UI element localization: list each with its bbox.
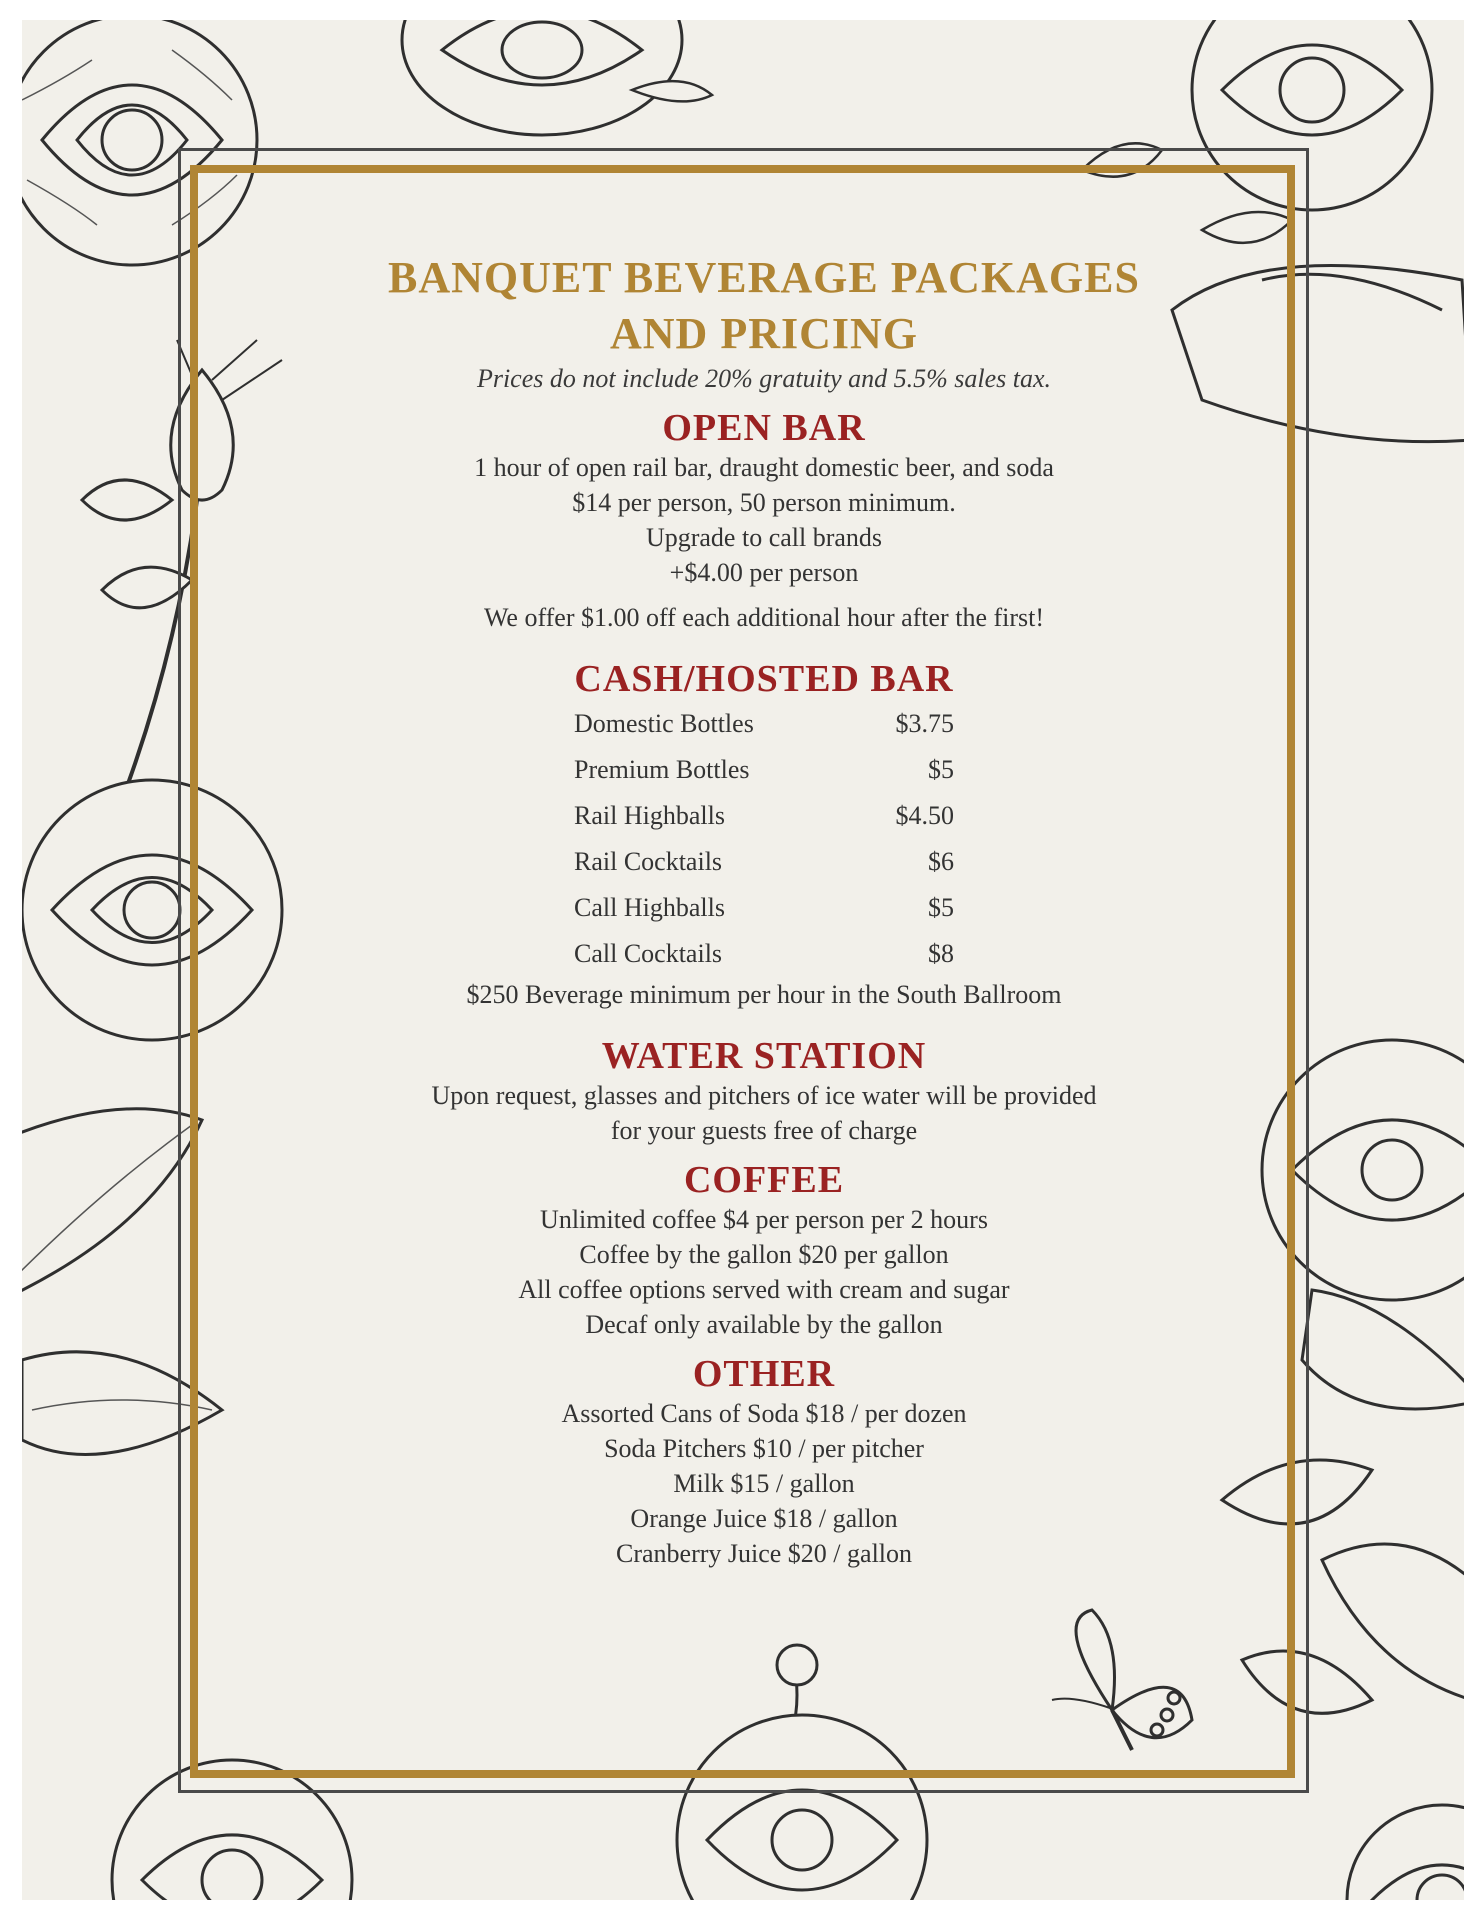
item-price: $5 xyxy=(928,893,954,922)
open-bar-line: Upgrade to call brands xyxy=(645,523,883,552)
item-name: Rail Highballs xyxy=(574,801,725,830)
item-name: Rail Cocktails xyxy=(574,847,723,876)
table-row xyxy=(574,931,954,977)
rose-illustration-bottom-right xyxy=(1342,1800,1464,1900)
coffee-line: Unlimited coffee $4 per person per 2 hours xyxy=(540,1205,988,1234)
item-price: $6 xyxy=(928,847,954,876)
item-price: $3.75 xyxy=(895,709,954,738)
pricing-disclaimer: Prices do not include 20% gratuity and 5.5% sales tax. xyxy=(476,364,1052,393)
table-row xyxy=(574,747,954,793)
water-station-line: for your guests free of charge xyxy=(610,1116,918,1145)
other-line: Assorted Cans of Soda $18 / per dozen xyxy=(561,1399,967,1428)
coffee-heading: COFFEE xyxy=(683,1159,845,1201)
beverage-minimum-note: $250 Beverage minimum per hour in the South Ballroom xyxy=(466,980,1062,1009)
other-heading: OTHER xyxy=(692,1353,836,1395)
cash-bar-heading: CASH/HOSTED BAR xyxy=(574,658,954,700)
open-bar-line: $14 per person, 50 person minimum. xyxy=(572,488,956,517)
coffee-line: All coffee options served with cream and sugar xyxy=(518,1275,1010,1304)
cash-bar-price-table xyxy=(574,701,954,977)
water-station-line: Upon request, glasses and pitchers of ice water will be provided xyxy=(431,1081,1097,1110)
other-line: Soda Pitchers $10 / per pitcher xyxy=(604,1434,924,1463)
menu-content xyxy=(322,250,1206,1571)
menu-page xyxy=(22,20,1464,1900)
other-line: Cranberry Juice $20 / gallon xyxy=(615,1539,913,1568)
other-line: Orange Juice $18 / gallon xyxy=(630,1504,898,1533)
item-price: $5 xyxy=(928,755,954,784)
open-bar-line: 1 hour of open rail bar, draught domestic beer, and soda xyxy=(474,453,1054,482)
water-station-heading: WATER STATION xyxy=(601,1035,927,1077)
item-price: $8 xyxy=(928,939,954,968)
item-name: Call Cocktails xyxy=(574,939,723,968)
table-row xyxy=(574,885,954,931)
rose-illustration-top-center xyxy=(382,20,702,150)
coffee-line: Decaf only available by the gallon xyxy=(585,1310,943,1339)
open-bar-heading: OPEN BAR xyxy=(662,407,866,449)
page-title-line-1: BANQUET BEVERAGE PACKAGES xyxy=(388,253,1140,302)
item-price: $4.50 xyxy=(895,801,954,830)
table-row xyxy=(574,839,954,885)
item-name: Call Highballs xyxy=(574,893,725,922)
open-bar-line: +$4.00 per person xyxy=(669,558,859,587)
table-row xyxy=(574,701,954,747)
item-name: Premium Bottles xyxy=(574,755,750,784)
page-title-line-2: AND PRICING xyxy=(610,309,918,358)
coffee-line: Coffee by the gallon $20 per gallon xyxy=(579,1240,949,1269)
open-bar-additional-hour-note: We offer $1.00 off each additional hour after the first! xyxy=(483,603,1045,632)
item-name: Domestic Bottles xyxy=(574,709,754,738)
table-row xyxy=(574,793,954,839)
other-line: Milk $15 / gallon xyxy=(673,1469,855,1498)
